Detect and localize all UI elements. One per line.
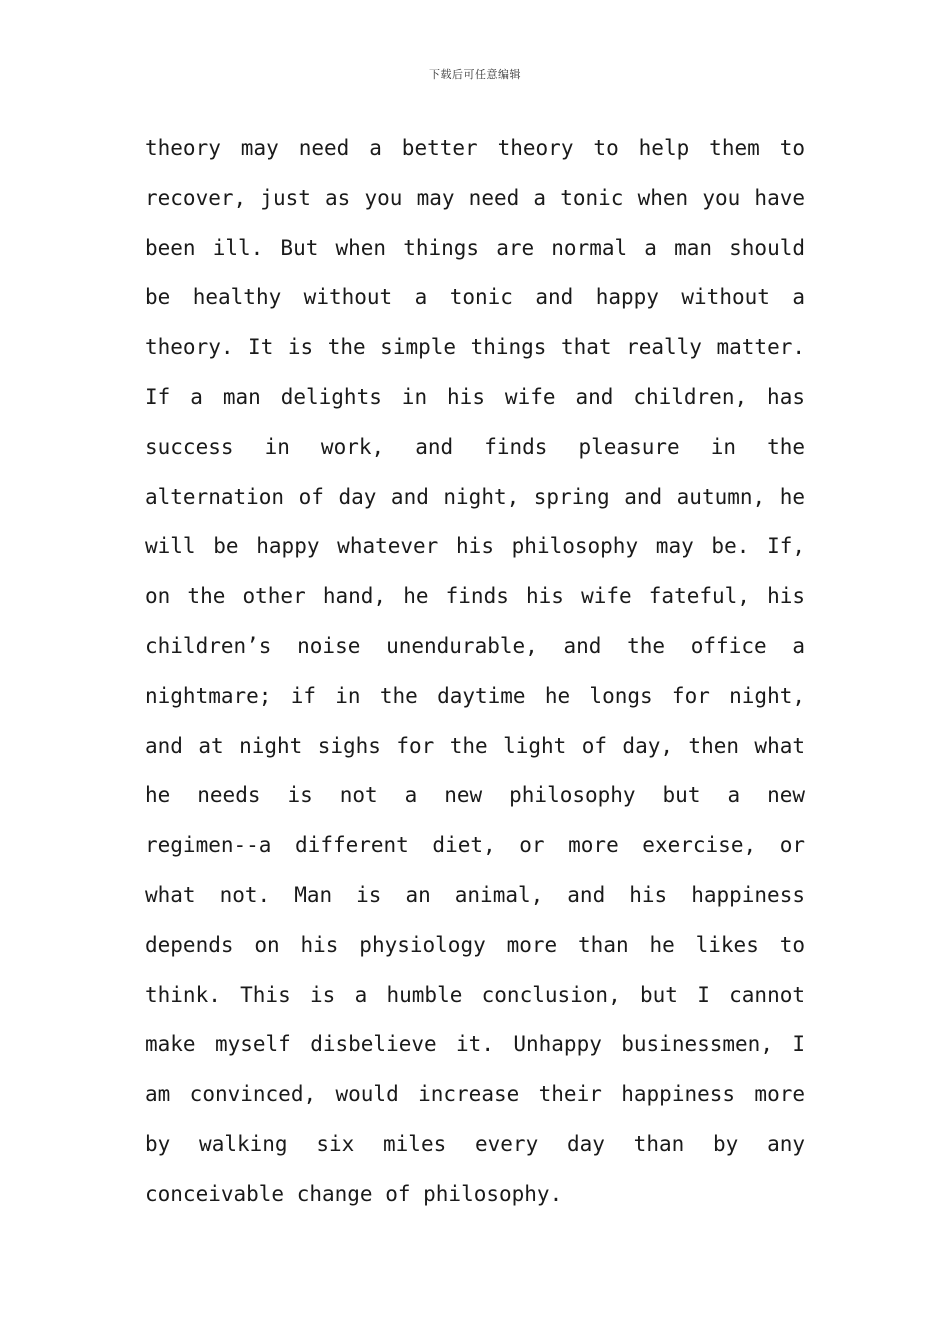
text-line: what not. Man is an animal, and his happiness — [145, 882, 805, 907]
page-header-note: 下载后可任意编辑 — [429, 68, 521, 81]
text-line: will be happy whatever his philosophy may be. If, — [145, 534, 805, 559]
text-line: depends on his physiology more than he likes to — [145, 932, 805, 957]
body-paragraph — [145, 124, 805, 1220]
text-line-final: conceivable change of philosophy. — [145, 1181, 563, 1206]
text-line: regimen--a different diet, or more exercise, or — [145, 833, 805, 858]
text-line: success in work, and finds pleasure in the — [145, 434, 805, 459]
text-line: by walking six miles every day than by any — [145, 1131, 805, 1156]
text-line: make myself disbelieve it. Unhappy businessmen, I — [145, 1032, 805, 1057]
text-line: nightmare; if in the daytime he longs for night, — [145, 683, 805, 708]
text-line: think. This is a humble conclusion, but I cannot — [145, 982, 805, 1007]
text-line: and at night sighs for the light of day, then what — [145, 733, 805, 758]
text-line: be healthy without a tonic and happy without a — [145, 285, 805, 310]
text-line: theory may need a better theory to help them to — [145, 136, 805, 160]
text-line: am convinced, would increase their happiness more — [145, 1082, 805, 1107]
text-line: alternation of day and night, spring and autumn, he — [145, 484, 805, 509]
text-line: on the other hand, he finds his wife fateful, his — [145, 584, 805, 609]
text-line: been ill. But when things are normal a man should — [145, 235, 805, 260]
text-line: recover, just as you may need a tonic when you have — [145, 185, 805, 210]
text-line: children’s noise unendurable, and the office a — [145, 633, 805, 658]
text-line: If a man delights in his wife and children, has — [145, 384, 805, 409]
text-line: theory. It is the simple things that really matter. — [145, 335, 805, 360]
text-line: he needs is not a new philosophy but a new — [145, 783, 805, 808]
